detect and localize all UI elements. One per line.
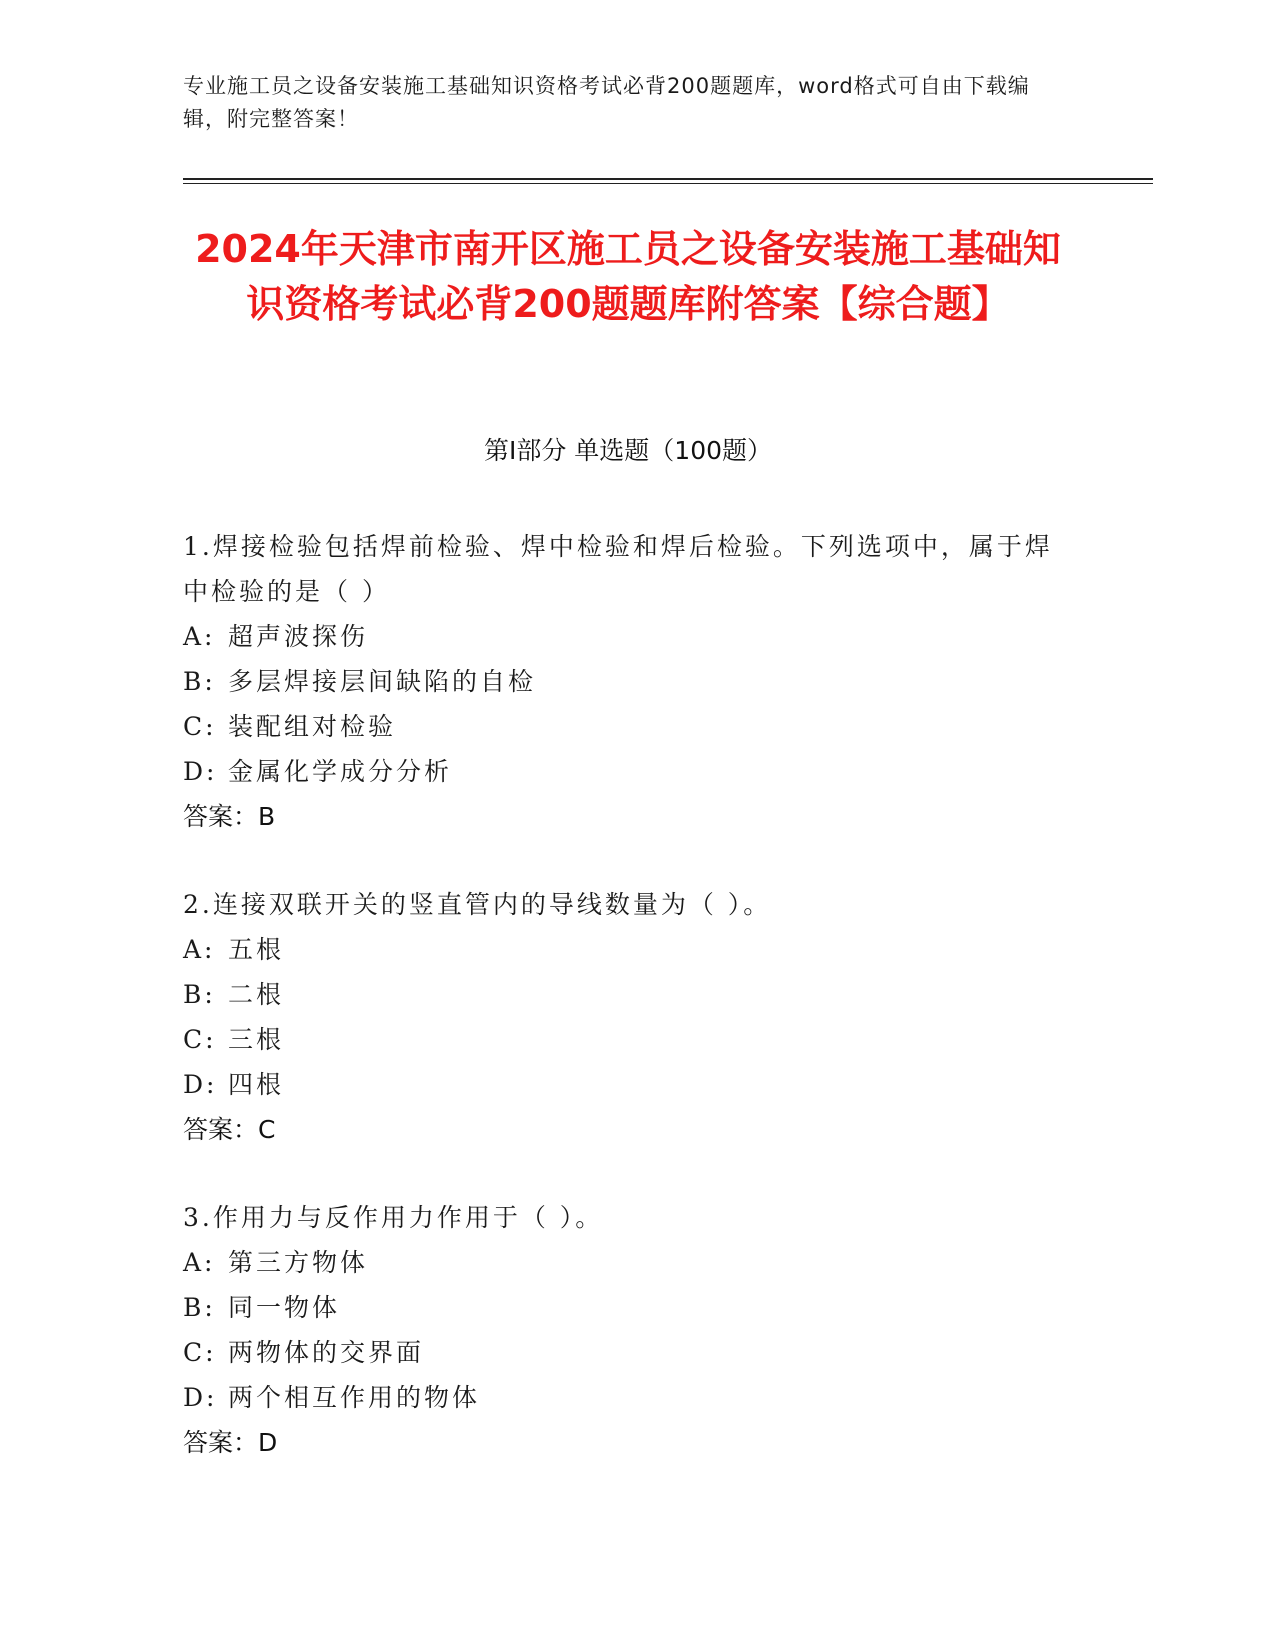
question-text: 2.连接双联开关的竖直管内的导线数量为（ ）。 [183,890,772,919]
question-text: 1.焊接检验包括焊前检验、焊中检验和焊后检验。下列选项中，属于焊中检验的是（ ） [183,532,1053,606]
option-d [183,1375,1073,1420]
option-c [183,1017,1073,1062]
option-text: 装配组对检验 [228,712,397,741]
document-title: 2024年天津市南开区施工员之设备安装施工基础知识资格考试必背200题题库附答案【综合题】 [195,227,1061,326]
option-b [183,972,1073,1017]
answer: 答案：B [183,802,276,831]
option-key: A: [183,622,216,651]
option-text: 两物体的交界面 [228,1338,425,1367]
option-key: B: [183,1293,216,1322]
option-a [183,1240,1073,1285]
header-divider-thin [183,183,1153,184]
option-text: 第三方物体 [228,1248,369,1277]
option-key: D: [183,1070,218,1099]
option-key: A: [183,935,216,964]
option-key: D: [183,1383,218,1412]
option-key: B: [183,667,216,696]
option-b [183,659,1073,704]
option-text: 三根 [228,1025,285,1054]
option-text: 两个相互作用的物体 [228,1383,481,1412]
option-c [183,704,1073,749]
option-key: B: [183,980,216,1009]
option-a [183,614,1073,659]
option-text: 金属化学成分分析 [228,757,453,786]
option-key: D: [183,757,218,786]
option-text: 五根 [228,935,285,964]
option-text: 四根 [228,1070,285,1099]
option-key: C: [183,1338,217,1367]
option-key: A: [183,1248,216,1277]
option-d [183,749,1073,794]
option-text: 多层焊接层间缺陷的自检 [228,667,537,696]
option-c [183,1330,1073,1375]
answer: 答案：D [183,1428,278,1457]
option-text: 同一物体 [228,1293,341,1322]
option-key: C: [183,712,217,741]
question-list [183,524,1073,1508]
option-a [183,927,1073,972]
option-b [183,1285,1073,1330]
answer: 答案：C [183,1115,276,1144]
section-title: 第I部分 单选题（100题） [483,436,773,465]
option-d [183,1062,1073,1107]
header-divider-thick [183,178,1153,180]
question-3 [183,1195,1073,1465]
option-text: 超声波探伤 [228,622,369,651]
option-key: C: [183,1025,217,1054]
question-text: 3.作用力与反作用力作用于（ ）。 [183,1203,604,1232]
option-text: 二根 [228,980,285,1009]
header-note: 专业施工员之设备安装施工基础知识资格考试必背200题题库，word格式可自由下载编辑，附完整答案！ [183,74,1030,131]
question-1 [183,524,1073,839]
question-2 [183,882,1073,1152]
